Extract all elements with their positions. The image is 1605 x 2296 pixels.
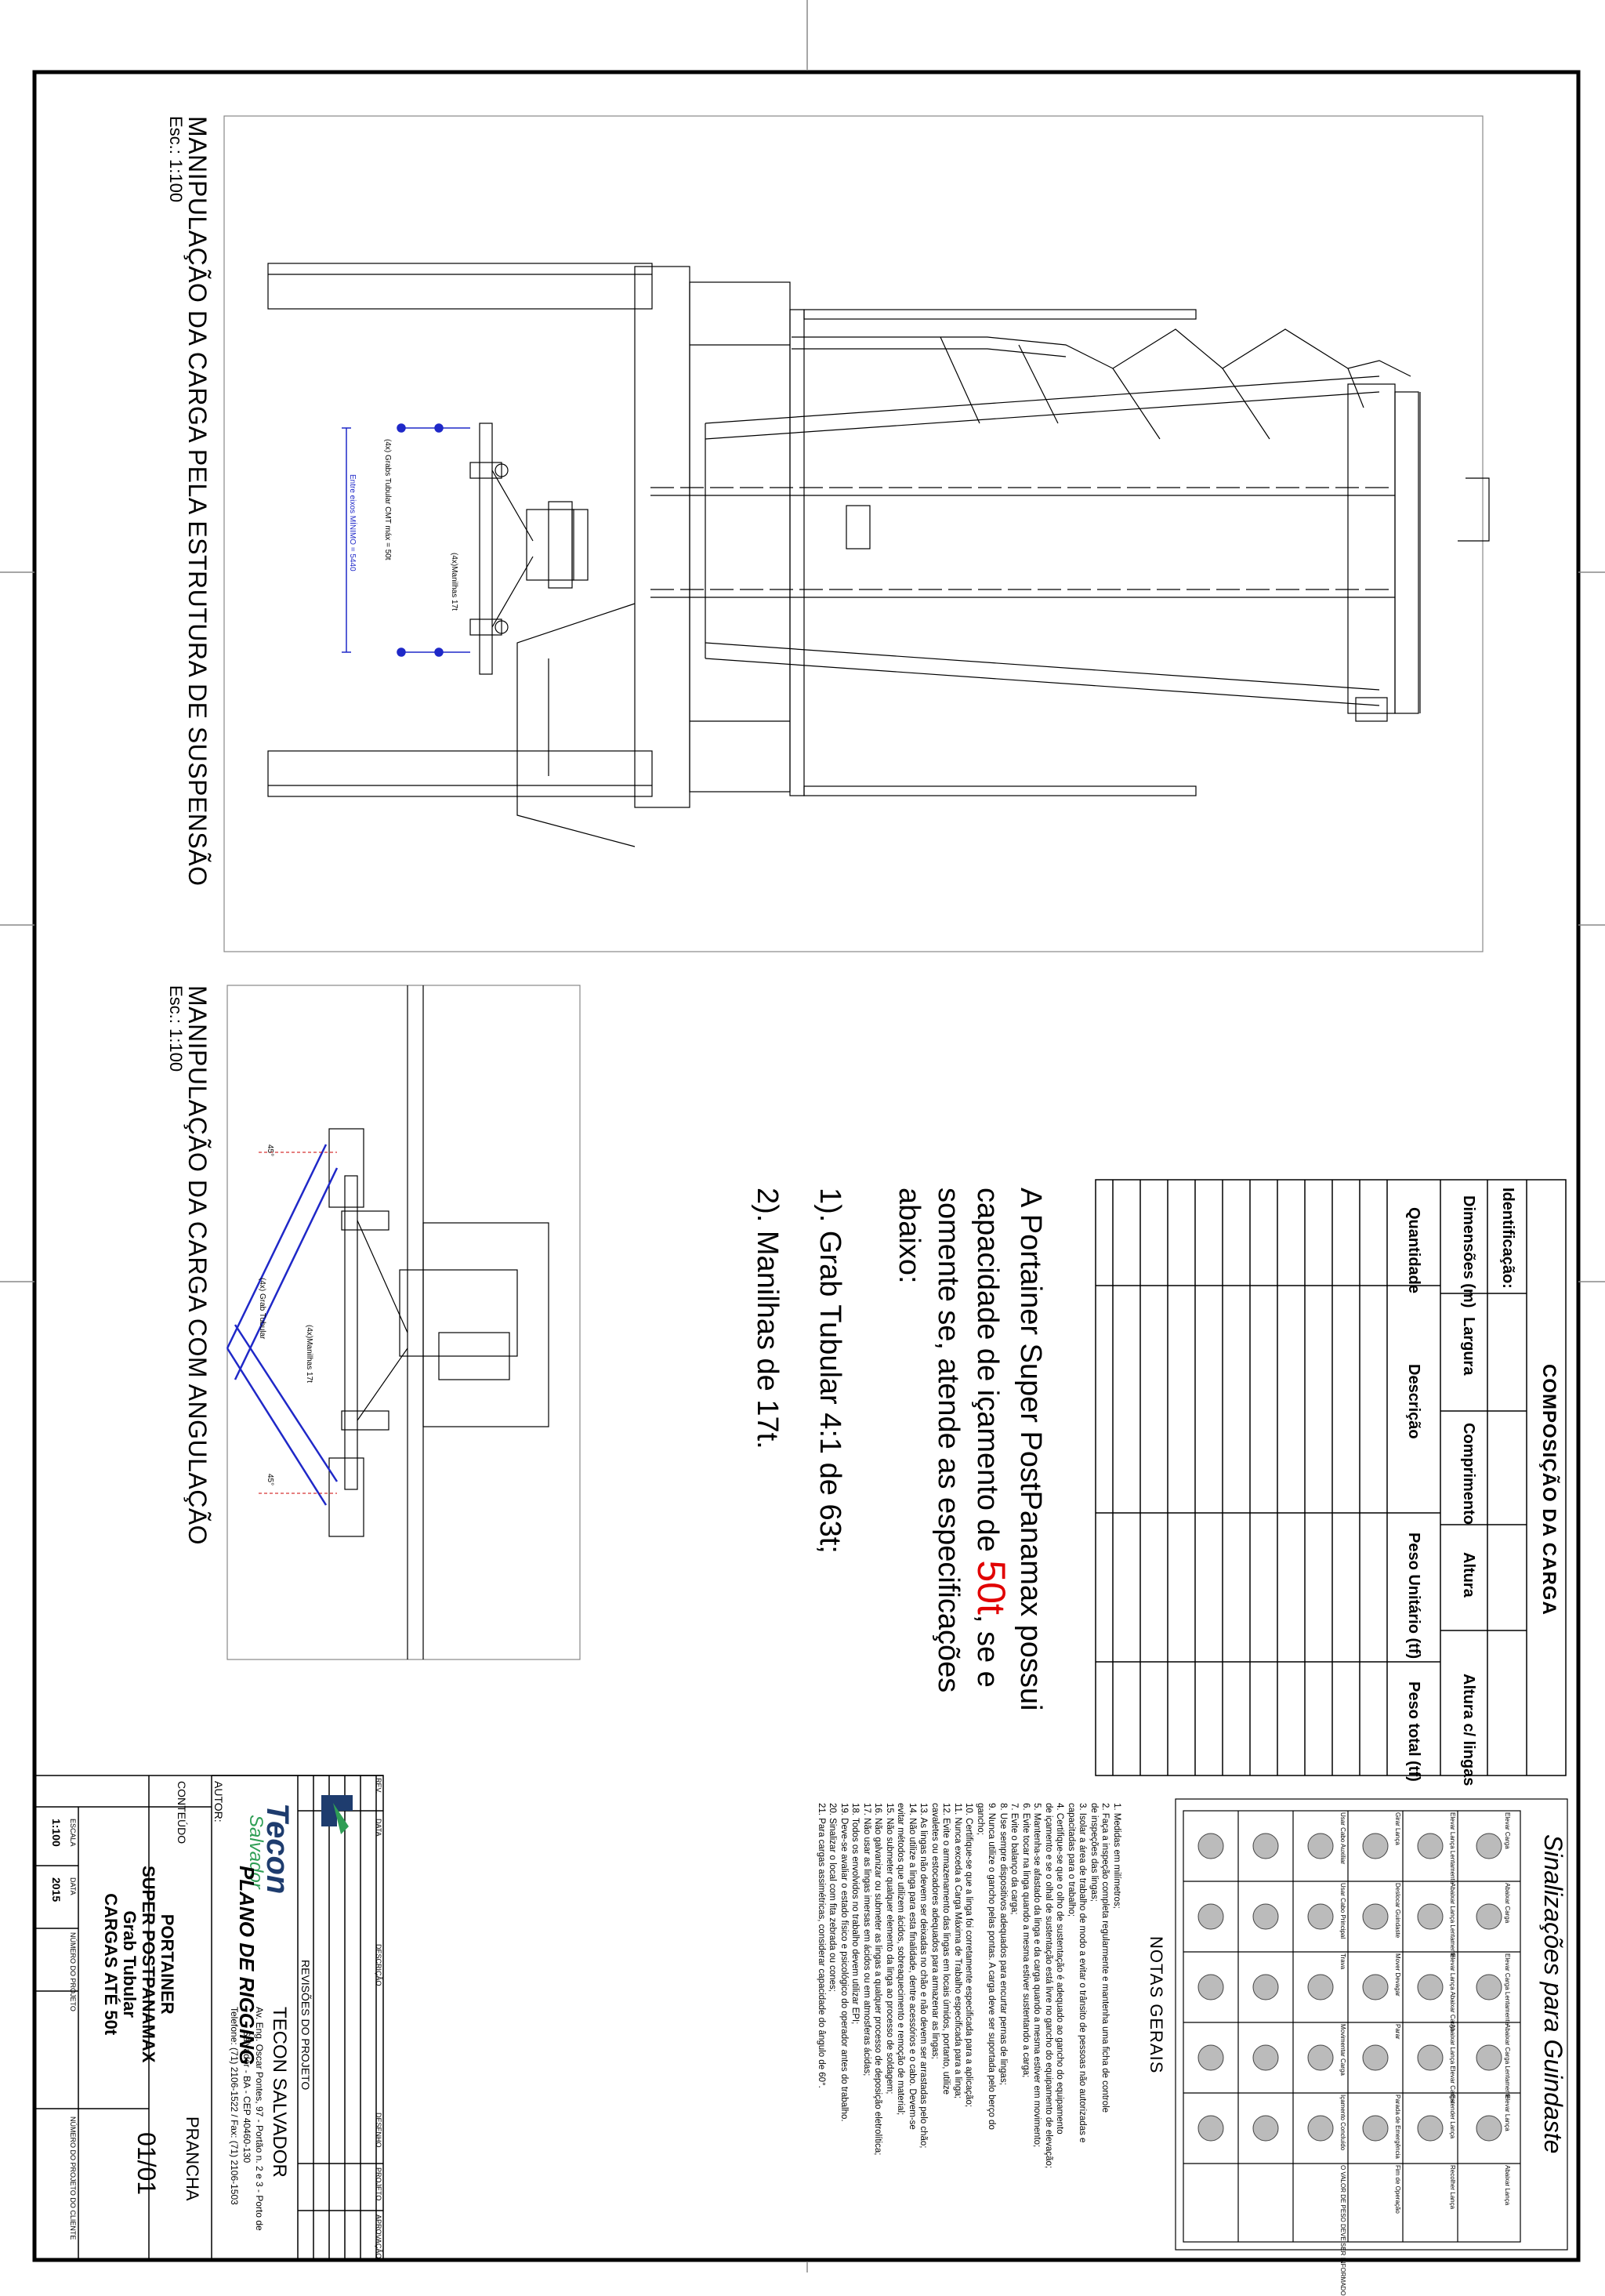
statement-part2: , se e somente se, atende as especificações abaixo: [893, 1188, 1004, 1693]
company-name: TECON SALVADOR [269, 2007, 290, 2178]
view2-drawing [227, 985, 580, 1659]
col-quantidade: Quantidade [1405, 1207, 1422, 1294]
view2-grab-annotation: (4x) Grab Tubular [258, 1278, 266, 1340]
tb-num-proj-label: NÚMERO DO PROJETO [69, 1932, 77, 2011]
signal-label: Elevar Carga Lentamente [1504, 1953, 1511, 2026]
nota-line: 2. Faça a inspeção completa regularmente e mantenha uma ficha de controle [1100, 1803, 1110, 2113]
signal-label: Mover Devagar [1394, 1953, 1401, 1997]
capacity-highlight: 50t [969, 1560, 1013, 1615]
company-address-1: Av. Eng. Oscar Pontes, 97 - Portão n. 2 e 3 - Porto de [254, 2007, 265, 2231]
nota-line: 6. Evite tocar na linga quando a mesma estiver sustentando a carga; [1021, 1803, 1031, 2078]
signal-label: Abaixar Carga Lentamente [1504, 2024, 1511, 2099]
content-line: CARGAS ATÉ 50t [101, 1893, 121, 2036]
signal-label: Fim de Operação [1394, 2165, 1401, 2214]
col-dimensoes: Dimensões (m) [1460, 1195, 1477, 1308]
composicao-title: COMPOSIÇÃO DA CARGA [1538, 1364, 1560, 1616]
tb-revisoes: REVISÕES DO PROJETO [299, 1960, 312, 2091]
signal-label: Trava [1339, 1953, 1346, 1970]
tb-content-lines [101, 1866, 176, 2062]
nota-line: 13. As lingas não devem ser deixadas no chão e não devem ser arrastadas pelo chão; [918, 1803, 929, 2149]
view2-manilhas-annotation: (4x)Manilhas 17t [305, 1325, 313, 1383]
nota-line: 3. Isolar a área de trabalho de modo a evitar o trânsito de pessoas não autorizadas e [1078, 1803, 1088, 2143]
nota-line: de içamento e se o olhal de sustentação está livre no gancho do equipamento de elevação; [1044, 1803, 1053, 2169]
spec-item-1: 1). Grab Tubular 4:1 de 63t; [813, 1188, 846, 1554]
tb-escala-label: ESCALA [69, 1819, 77, 1847]
nota-line: 14. Não utilize a linga para esta finalidade, dentre acessórios e o cabo. Devem-se [908, 1803, 917, 2130]
view1-drawing [224, 116, 1489, 952]
nota-line: evitar métodos que utilizem ácidos, sobreaquecimento e remoção de material; [896, 1803, 906, 2116]
tb-projeto: PROJETO [375, 2167, 382, 2201]
view1-grab-annotation: (4x) Grabs Tubular CMT máx = 50t [383, 439, 392, 560]
notas-title: NOTAS GERAIS [1147, 1936, 1166, 2074]
nota-line: 15. Não submeter qualquer elemento da linga ao processo de soldagem; [885, 1803, 894, 2095]
col-comprimento: Comprimento [1460, 1423, 1477, 1525]
col-identificacao: Identificação: [1499, 1188, 1516, 1289]
tb-data-label: DATA [69, 1877, 77, 1895]
tb-ano: 2015 [50, 1877, 63, 1902]
signal-label: Parar [1394, 2024, 1401, 2040]
signal-label: Movimentar Carga [1339, 2024, 1346, 2076]
col-largura: Largura [1460, 1317, 1477, 1376]
col-descricao: Descrição [1405, 1364, 1422, 1439]
view2-scale: Esc.: 1:100 [166, 985, 186, 1072]
signal-label: Abaixar Carga [1504, 1883, 1511, 1924]
tb-autor: AUTOR: [212, 1781, 225, 1823]
signal-label: Usar Cabo Principal [1339, 1883, 1346, 1939]
tb-aprovacao: APROVAÇÃO [375, 2214, 382, 2259]
tb-num-cliente-label: NÚMERO DO PROJETO DO CLIENTE [69, 2116, 77, 2240]
nota-line: 20. Sinalizar o local com fita zebrada ou cones; [828, 1803, 838, 1992]
signal-label: Girar Lança [1394, 1812, 1401, 1845]
view1-dimension [342, 424, 470, 656]
tb-descricao: DESCRIÇÃO [375, 1944, 382, 1986]
nota-line: 17. Não usar as lingas imersas em ácidos ou em atmosferas ácidas; [862, 1803, 871, 2077]
tecon-logo-mark [321, 1795, 353, 1834]
signal-label: Elevar Carga [1504, 1812, 1511, 1849]
company-address-2: Salvador - BA - CEP 40460-130 [241, 2030, 252, 2164]
plano-de-rigging: PLANO DE RIGGING [235, 1866, 259, 2066]
content-line: PORTAINER [158, 1913, 177, 2015]
tb-escala: 1:100 [50, 1819, 63, 1847]
view1-spreader [470, 423, 588, 674]
signal-label: Estender Lança [1449, 2095, 1456, 2139]
tb-data: DATA [375, 1819, 382, 1837]
signal-label: Recolher Lança [1449, 2165, 1456, 2210]
sinalizacoes-title: Sinalizações para Guindaste [1539, 1834, 1567, 2154]
tb-prancha-num: 01/01 [132, 2132, 161, 2196]
content-line: SUPER POSTPANAMAX [139, 1866, 158, 2063]
signal-label: O VALOR DE PESO DEVE SER INFORMADO [1339, 2165, 1346, 2296]
nota-line: 7. Evite o balanço da carga; [1009, 1803, 1020, 1915]
signal-label: Abaixar Lança Lentamente [1449, 1883, 1456, 1958]
title-block [34, 1776, 383, 2260]
signal-label: Abaixar Lança Elevar Carga [1449, 2024, 1456, 2103]
nota-line: 4. Certifique-se que o olho de sustentação é adequado ao gancho do equipamento [1055, 1803, 1065, 2135]
tb-prancha: PRANCHA [183, 2116, 202, 2201]
signal-label: Elevar Lança Lentamente [1449, 1812, 1456, 1884]
nota-line: 10. Certifique-se que a linga foi corretamente especificada para a aplicação; [964, 1803, 974, 2108]
composicao-table [1096, 1180, 1566, 1776]
col-altura-lingas: Altura c/ lingas [1460, 1674, 1477, 1786]
nota-line: 12. Evite o armazenamento das lingas em locais úmidos, portanto, utilize [941, 1803, 951, 2095]
nota-line: 1. Medidas em milímetros; [1112, 1803, 1121, 1909]
signal-label: Usar Cabo Auxiliar [1339, 1812, 1346, 1865]
tb-conteudo: CONTEÚDO [176, 1781, 188, 1844]
view1-manilhas-annotation: (4x)Manilhas 17t [450, 553, 458, 611]
logo-subtitle: Salvador [245, 1815, 266, 1889]
logo-wordmark: Tecon [260, 1803, 295, 1895]
nota-line: capacitadas para o trabalho; [1067, 1803, 1076, 1917]
signal-label: Elevar Lança [1504, 2095, 1511, 2131]
signal-label: Abaixar Lança [1504, 2165, 1511, 2206]
view2-angle-bottom: 45° [266, 1474, 274, 1486]
signal-label: Içamento Concluído [1339, 2095, 1346, 2151]
nota-line: cavaletes ou estocadores adequados para armazenar as lingas; [930, 1803, 940, 2059]
col-peso-unitario: Peso Unitário (tf) [1405, 1532, 1422, 1659]
nota-line: 16. Não galvanizar ou submeter as lingas a qualquer processo de deposição eletrolítica; [873, 1803, 883, 2156]
nota-line: gancho; [976, 1803, 985, 1835]
view2-title: MANIPULAÇÃO DA CARGA COM ANGULAÇÃO [183, 985, 212, 1546]
statement-part1: A Portainer Super PostPanamax possui capacidade de içamento de [971, 1188, 1047, 1711]
signal-label: Elevar Lança Abaixar Carga [1449, 1953, 1456, 2032]
tb-rev: REV. [375, 1778, 382, 1794]
view1-scale: Esc.: 1:100 [166, 116, 186, 203]
signal-label: Deslocar Guindaste [1394, 1883, 1401, 1939]
col-peso-total: Peso total (tf) [1405, 1681, 1422, 1782]
sheet-frame [34, 72, 1578, 2260]
notas-list [816, 1803, 1123, 2168]
view1-title: MANIPULAÇÃO DA CARGA PELA ESTRUTURA DE SUSPENSÃO [183, 116, 212, 887]
spec-item-2: 2). Manilhas de 17t. [751, 1188, 784, 1449]
nota-line: 9. Nunca utilize o gancho pelas pontas. A carga deve ser suportada pelo berço do [987, 1803, 997, 2130]
capacity-statement [889, 1188, 1050, 1752]
view1-distance-annotation: Entre eixos MÍNIMO = 5440 [348, 474, 357, 571]
col-altura: Altura [1460, 1552, 1477, 1598]
view2-slings [227, 1144, 337, 1505]
nota-line: 18. Todos os envolvidos no trabalho devem utilizar EPI; [850, 1803, 860, 2025]
content-line: Grab Tubular [120, 1910, 139, 2018]
nota-line: 19. Deve-se avaliar o estado físico e psicológico do operador antes do trabalho. [839, 1803, 849, 2122]
nota-line: de inspeções das lingas; [1089, 1803, 1099, 1902]
nota-line: 5. Mantenha-se afastado da linga e da carga quando a mesma estiver em movimento; [1032, 1803, 1042, 2148]
nota-line: 8. Use sempre dispositivos adequados para encurtar pernas de lingas; [998, 1803, 1008, 2085]
view2-angle-top: 45° [266, 1144, 274, 1157]
signal-label: Parada de Emergência [1394, 2095, 1401, 2159]
nota-line: 11. Nunca exceda a Carga Máxima de Trabalho especificada para a linga; [953, 1803, 962, 2098]
tb-desenho: DESENHO [375, 2113, 382, 2148]
nota-line: 21. Para cargas assimétricas, considerar capacidade do ângulo de 60°. [817, 1803, 826, 2088]
company-address-3: Telefone: (71) 2106-1522 / Fax: (71) 2106-1503 [229, 2007, 240, 2205]
